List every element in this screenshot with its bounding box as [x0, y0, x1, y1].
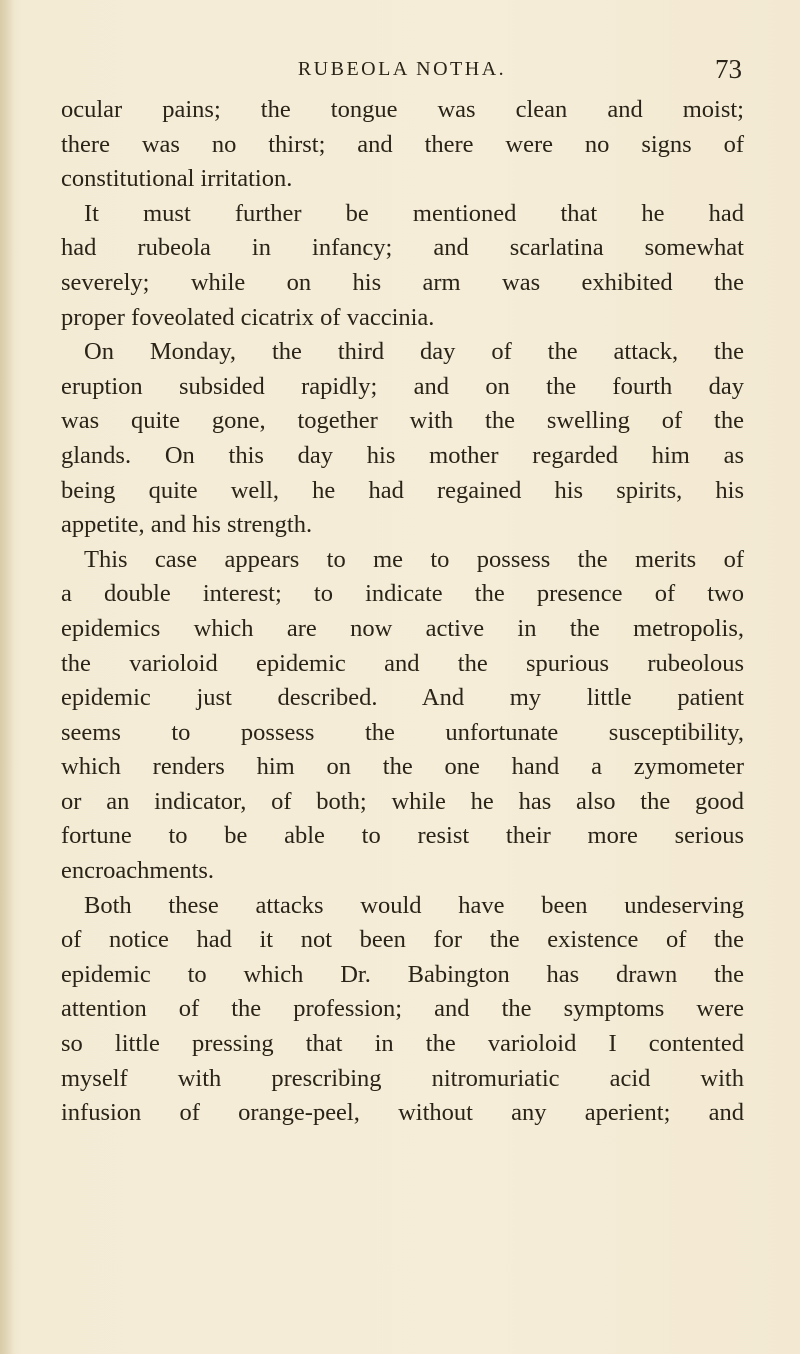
text-line: severely; while on his arm was exhibited the — [61, 268, 744, 296]
text-line: epidemic to which Dr. Babington has drawn the — [61, 960, 744, 988]
text-line: there was no thirst; and there were no signs of — [61, 130, 744, 158]
text-line: so little pressing that in the varioloid I contented — [61, 1030, 744, 1058]
page-gutter-shadow — [0, 0, 14, 1354]
text-line: encroachments. — [61, 857, 215, 885]
page-number: 73 — [715, 54, 742, 84]
text-line: had rubeola in infancy; and scarlatina somewhat — [61, 234, 744, 262]
text-line: seems to possess the unfortunate susceptibility, — [61, 718, 744, 746]
text-line: Both these attacks would have been undeserving — [84, 891, 744, 919]
text-line: appetite, and his strength. — [61, 511, 313, 539]
text-line: which renders him on the one hand a zymometer — [61, 753, 744, 781]
text-line: being quite well, he had regained his spirits, his — [61, 476, 744, 504]
running-head — [62, 52, 742, 86]
text-line: infusion of orange-peel, without any aperient; and — [61, 1099, 744, 1127]
body-text — [61, 93, 744, 1131]
text-line: proper foveolated cicatrix of vaccinia. — [61, 303, 435, 331]
running-title: RUBEOLA NOTHA. — [297, 58, 507, 80]
text-line: myself with prescribing nitromuriatic acid with — [61, 1064, 744, 1092]
text-line: glands. On this day his mother regarded him as — [61, 441, 744, 469]
text-line: constitutional irritation. — [61, 165, 293, 193]
text-line: or an indicator, of both; while he has also the good — [61, 787, 744, 815]
text-line: On Monday, the third day of the attack, the — [84, 338, 744, 366]
text-line: epidemics which are now active in the metropolis, — [61, 614, 744, 642]
text-line: attention of the profession; and the symptoms were — [61, 995, 744, 1023]
text-line: It must further be mentioned that he had — [84, 199, 744, 227]
text-line: the varioloid epidemic and the spurious rubeolous — [61, 649, 744, 677]
text-line: ocular pains; the tongue was clean and moist; — [61, 96, 744, 123]
text-line: epidemic just described. And my little patient — [61, 684, 744, 712]
text-line: fortune to be able to resist their more serious — [61, 822, 744, 850]
text-line: This case appears to me to possess the merits of — [84, 545, 744, 573]
text-line: was quite gone, together with the swelling of the — [61, 407, 744, 435]
text-line: of notice had it not been for the existence of the — [61, 926, 744, 954]
text-line: eruption subsided rapidly; and on the fourth day — [61, 372, 744, 400]
text-line: a double interest; to indicate the presence of two — [61, 580, 744, 608]
